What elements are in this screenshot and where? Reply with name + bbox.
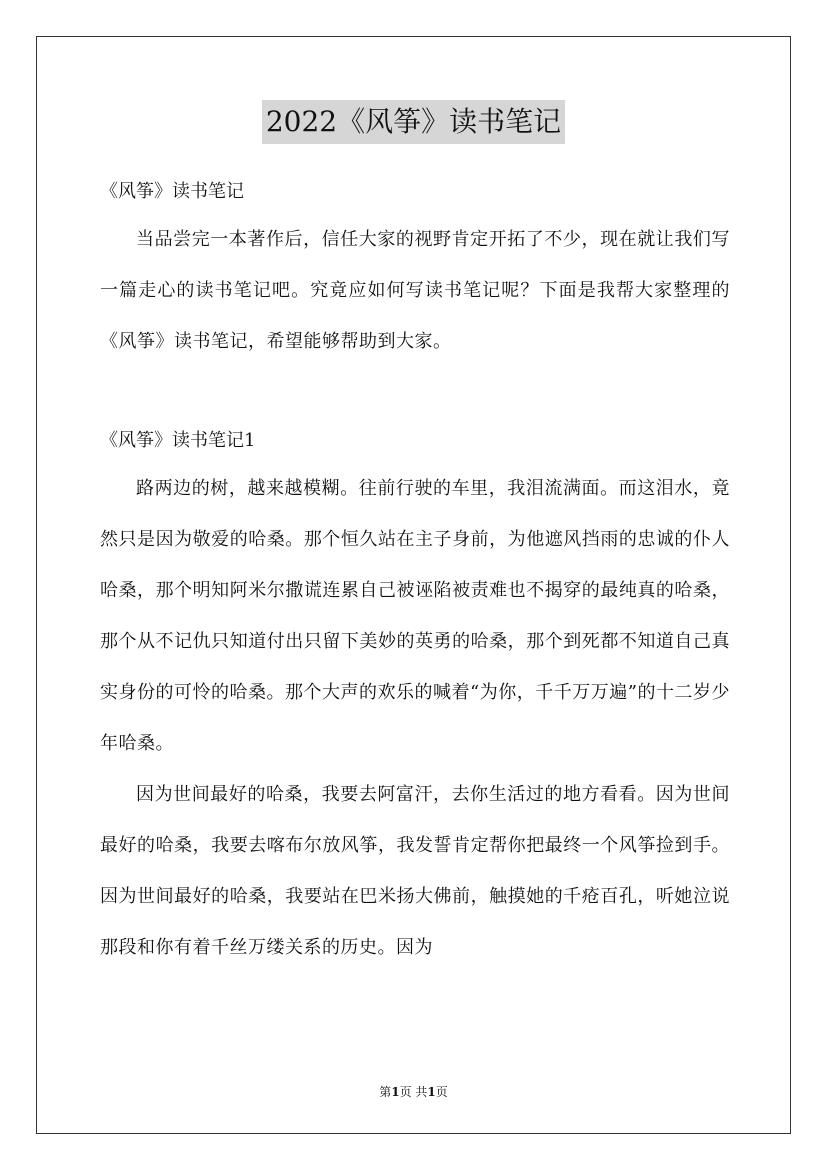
footer-page-suffix: 页 bbox=[435, 1085, 448, 1099]
intro-heading: 《风筝》读书笔记 bbox=[100, 181, 244, 202]
section1-heading: 《风筝》读书笔记1 bbox=[100, 430, 256, 451]
footer-page-total: 1 bbox=[427, 1085, 436, 1099]
document-title-text: 2022《风筝》读书笔记 bbox=[262, 100, 565, 144]
footer-page-mid: 页 共 bbox=[399, 1085, 428, 1099]
section1-paragraph-1: 路两边的树，越来越模糊。往前行驶的车里，我泪流满面。而这泪水，竟然只是因为敬爱的哈桑。那个恒久站在主子身前，为他遮风挡雨的忠诚的仆人哈桑，那个明知阿米尔撒谎连累自己被诬陷被责难也不揭穿的最纯真的哈桑，那个从不记仇只知道付出只留下美妙的英勇的哈桑，那个到死都不知道自己真实身份的可怜的哈桑。那个大声的欢乐的喊着“为你，千千万万遍”的十二岁少年哈桑。 bbox=[100, 478, 730, 754]
section-gap bbox=[100, 367, 730, 419]
page-footer bbox=[0, 1084, 827, 1100]
intro-paragraph: 当品尝完一本著作后，信任大家的视野肯定开拓了不少，现在就让我们写一篇走心的读书笔记吧。究竟应如何写读书笔记呢？下面是我帮大家整理的《风筝》读书笔记，希望能够帮助到大家。 bbox=[100, 229, 730, 352]
document-title bbox=[0, 100, 827, 144]
footer-page-current: 1 bbox=[391, 1085, 400, 1099]
document-body bbox=[100, 170, 730, 973]
footer-page-prefix: 第 bbox=[379, 1085, 392, 1099]
section1-paragraph-2: 因为世间最好的哈桑，我要去阿富汗，去你生活过的地方看看。因为世间最好的哈桑，我要去喀布尔放风筝，我发誓肯定帮你把最终一个风筝捡到手。因为世间最好的哈桑，我要站在巴米扬大佛前，触摸她的千疮百孔，听她泣说那段和你有着千丝万缕关系的历史。因为 bbox=[100, 784, 730, 958]
